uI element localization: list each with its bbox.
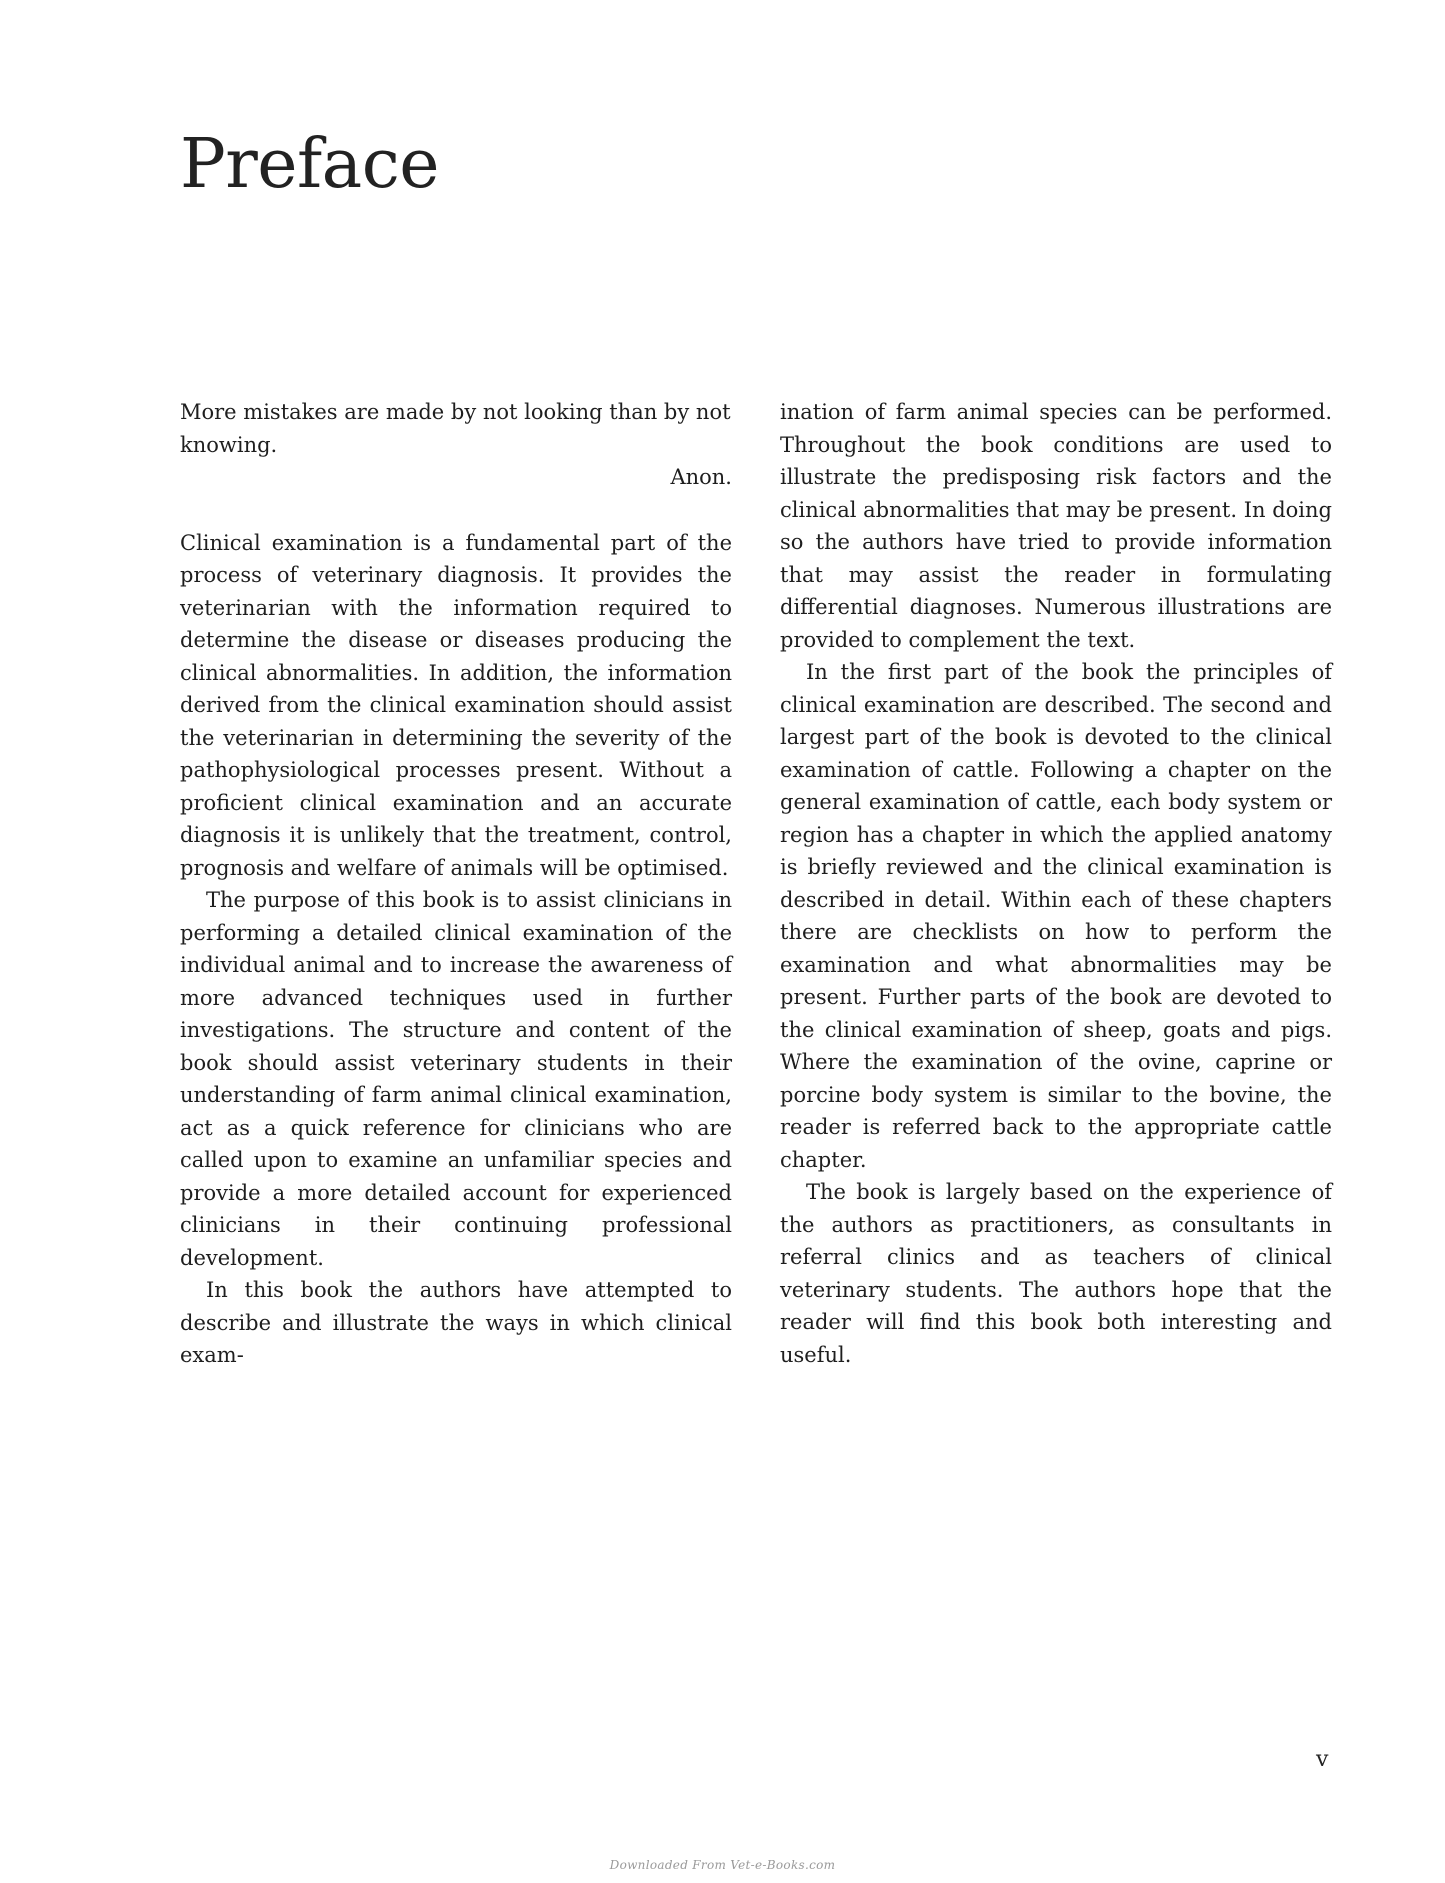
page-number: v (1316, 1747, 1329, 1772)
body-paragraph: The book is largely based on the experience of the authors as practitioners, as consultants in referral clinics and as teachers of clinical veterinary students. The authors hope that the reader will find this book both interesting and useful. (780, 1180, 1332, 1367)
body-paragraph: In this book the authors have attempted to describe and illustrate the ways in which clinical exam- (180, 1278, 732, 1367)
epigraph-quote: More mistakes are made by not looking than by not knowing. (180, 400, 731, 457)
body-paragraph: The purpose of this book is to assist clinicians in performing a detailed clinical examination of the individual animal and to increase the awareness of more advanced techniques used in further investigations. The structure and content of the book should assist veterinary students in their understanding of farm animal clinical examination, act as a quick reference for clinicians who are called upon to examine an unfamiliar species and provide a more detailed account for experienced clinicians in their continuing professional development. (180, 888, 732, 1270)
left-column (180, 396, 732, 1372)
body-paragraph: Clinical examination is a fundamental part of the process of veterinary diagnosis. It provides the veterinarian with the information required to determine the disease or diseases producing the clinical abnormalities. In addition, the information derived from the clinical examination should assist the veterinarian in determining the severity of the pathophysiological processes present. Without a proficient clinical examination and an accurate diagnosis it is unlikely that the treatment, control, prognosis and welfare of animals will be optimised. (180, 530, 732, 880)
page-title: Preface (180, 125, 440, 204)
body-paragraph: ination of farm animal species can be performed. Throughout the book conditions are used to illustrate the predisposing risk factors and the clinical abnormalities that may be present. In doing so the authors have tried to provide information that may assist the reader in formulating differential diagnoses. Numerous illustrations are provided to complement the text. (780, 400, 1332, 652)
body-paragraph: In the first part of the book the principles of clinical examination are described. The second and largest part of the book is devoted to the clinical examination of cattle. Following a chapter on the general examination of cattle, each body system or region has a chapter in which the applied anatomy is briefly reviewed and the clinical examination is described in detail. Within each of these chapters there are checklists on how to perform the examination and what abnormalities may be present. Further parts of the book are devoted to the clinical examination of sheep, goats and pigs. Where the examination of the ovine, caprine or porcine body system is similar to the bovine, the reader is referred back to the appropriate cattle chapter. (780, 660, 1332, 1172)
right-column (780, 396, 1332, 1371)
download-watermark: Downloaded From Vet-e-Books.com (609, 1858, 836, 1872)
epigraph-author: Anon. (670, 465, 732, 489)
epigraph (180, 396, 732, 494)
